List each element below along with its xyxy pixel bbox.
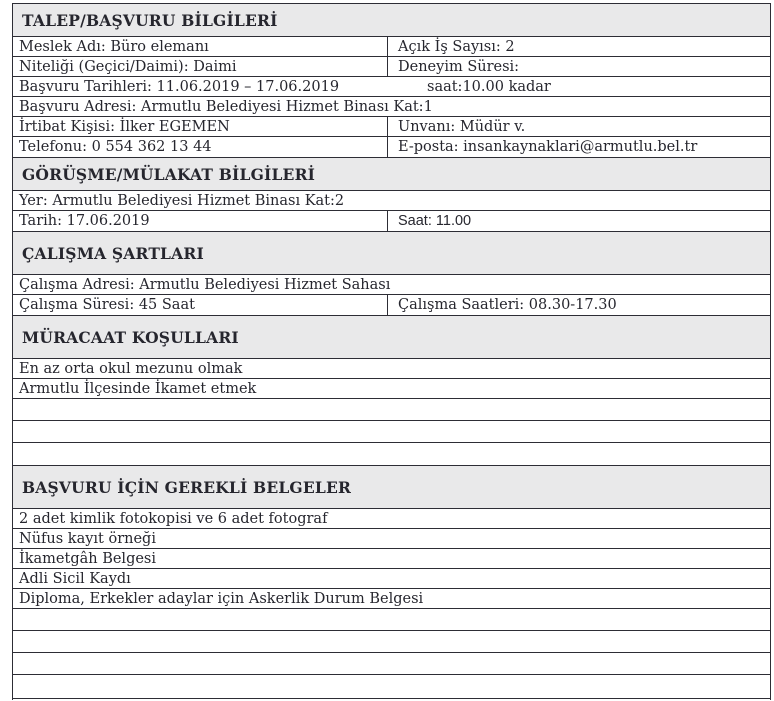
work-duration: Çalışma Süresi: 45 Saat (19, 297, 195, 313)
job-type-label: Niteliği (Geçici/Daimi): Daimi (19, 58, 237, 75)
section-title: MÜRACAAT KOŞULLARI (22, 327, 239, 347)
table-row (13, 295, 770, 315)
table-row (13, 37, 770, 57)
document-item: İkametgâh Belgesi (19, 550, 157, 567)
contact-person: İrtibat Kişisi: İlker EGEMEN (19, 118, 230, 135)
empty-row (13, 443, 770, 465)
table-row (13, 275, 770, 295)
requirement-text: En az orta okul mezunu olmak (19, 360, 243, 377)
work-address: Çalışma Adresi: Armutlu Belediyesi Hizmet Sahası (19, 276, 391, 293)
occupation-label: Meslek Adı: Büro elemanı (19, 38, 209, 55)
application-deadline-time: saat:10.00 kadar (427, 78, 551, 95)
section-header-application (13, 3, 770, 37)
interview-time: Saat: 11.00 (398, 213, 472, 229)
list-item (13, 379, 770, 399)
document-item: Diploma, Erkekler adaylar için Askerlik Durum Belgesi (19, 590, 424, 607)
experience-label: Deneyim Süresi: (398, 58, 520, 75)
table-row (13, 191, 770, 211)
section-title: ÇALIŞMA ŞARTLARI (22, 243, 204, 263)
application-dates: Başvuru Tarihleri: 11.06.2019 – 17.06.2019 (19, 78, 340, 95)
document-item: Adli Sicil Kaydı (19, 570, 131, 587)
interview-location: Yer: Armutlu Belediyesi Hizmet Binası Kat:2 (19, 192, 345, 209)
table-row (13, 137, 770, 157)
section-header-interview (13, 157, 770, 191)
list-item (13, 509, 770, 529)
email-address: E-posta: insankaynaklari@armutlu.bel.tr (398, 139, 698, 155)
section-title: TALEP/BAŞVURU BİLGİLERİ (22, 10, 278, 30)
empty-row (13, 631, 770, 653)
open-positions-label: Açık İş Sayısı: 2 (398, 38, 515, 55)
empty-row (13, 399, 770, 421)
section-title: BAŞVURU İÇİN GEREKLİ BELGELER (22, 477, 352, 497)
table-row (13, 117, 770, 137)
list-item (13, 549, 770, 569)
phone-number: Telefonu: 0 554 362 13 44 (19, 139, 212, 155)
list-item (13, 529, 770, 549)
table-row (13, 211, 770, 231)
section-header-work-conditions (13, 231, 770, 275)
contact-title: Unvanı: Müdür v. (398, 118, 526, 135)
empty-row (13, 421, 770, 443)
table-row (13, 57, 770, 77)
empty-row (13, 609, 770, 631)
section-title: GÖRÜŞME/MÜLAKAT BİLGİLERİ (22, 164, 316, 184)
empty-row (13, 653, 770, 675)
document-item: Nüfus kayıt örneği (19, 530, 156, 547)
interview-date: Tarih: 17.06.2019 (19, 213, 150, 229)
application-address: Başvuru Adresi: Armutlu Belediyesi Hizmet Binası Kat:1 (19, 98, 433, 115)
empty-row (13, 675, 770, 699)
table-row (13, 97, 770, 117)
job-posting-form (12, 3, 771, 700)
work-hours: Çalışma Saatleri: 08.30-17.30 (398, 297, 617, 313)
requirement-text: Armutlu İlçesinde İkamet etmek (19, 380, 257, 397)
list-item (13, 569, 770, 589)
section-header-requirements (13, 315, 770, 359)
document-item: 2 adet kimlik fotokopisi ve 6 adet fotograf (19, 510, 328, 527)
table-row (13, 77, 770, 97)
list-item (13, 589, 770, 609)
list-item (13, 359, 770, 379)
section-header-documents (13, 465, 770, 509)
